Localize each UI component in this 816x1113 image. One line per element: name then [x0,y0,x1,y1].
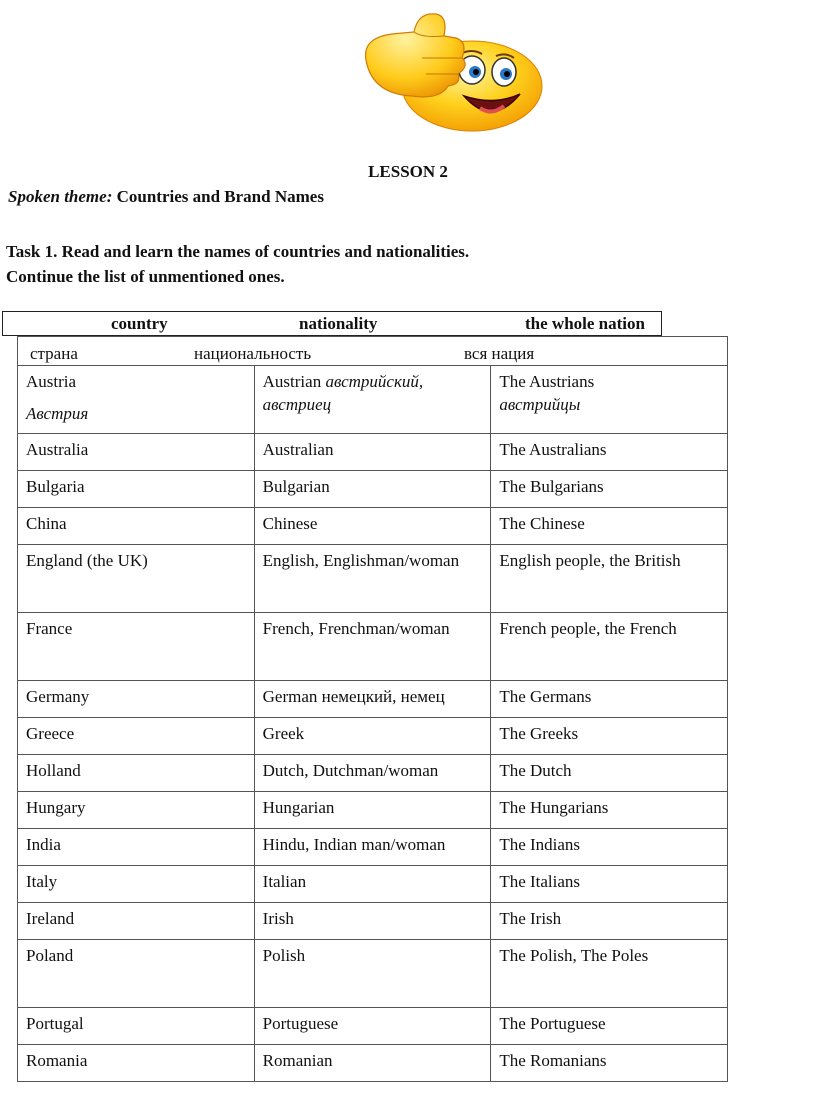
nation-cell: The Irish [491,903,728,940]
table-row [18,718,728,755]
header-nationality: nationality [299,314,378,333]
task-line-2: Continue the list of unmentioned ones. [6,267,285,286]
lesson-title: LESSON 2 [368,162,448,181]
nationality-cell: Italian [254,866,491,903]
country-cell: India [18,829,255,866]
header-ru-nation: вся нация [464,344,535,363]
russian-header-row [18,337,728,366]
nation-cell: The Bulgarians [491,471,728,508]
country-cell: Germany [18,681,255,718]
table-row [18,1008,728,1045]
country-cell: Greece [18,718,255,755]
nationality-cell: Romanian [254,1045,491,1082]
country-cell: China [18,508,255,545]
table-row [18,366,728,434]
country-cell: Bulgaria [18,471,255,508]
task-instructions [6,239,469,289]
table-row [18,829,728,866]
country-cell: Holland [18,755,255,792]
country-cell: Australia [18,434,255,471]
table-row [18,940,728,1008]
table-row [18,471,728,508]
country-cell: Austria Австрия [18,366,255,434]
header-whole-nation: the whole nation [525,314,645,333]
country-cell: Portugal [18,1008,255,1045]
nation-cell: The Portuguese [491,1008,728,1045]
table-row [18,755,728,792]
country-cell: Ireland [18,903,255,940]
nationality-cell: Austrian австрийский, австриец [254,366,491,434]
nationality-cell: French, Frenchman/woman [254,613,491,681]
english-header [2,311,662,336]
task-line-1: Task 1. Read and learn the names of countries and nationalities. [6,242,470,261]
nationality-cell: Hindu, Indian man/woman [254,829,491,866]
nationality-cell: Greek [254,718,491,755]
nation-cell: English people, the British [491,545,728,613]
nation-cell: The Austrians австрийцы [491,366,728,434]
nation-cell: The Australians [491,434,728,471]
table-row [18,508,728,545]
nationality-cell: Chinese [254,508,491,545]
country-cell: England (the UK) [18,545,255,613]
nation-cell: The Hungarians [491,792,728,829]
nationality-cell: German немецкий, немец [254,681,491,718]
nation-cell: The Romanians [491,1045,728,1082]
country-cell: France [18,613,255,681]
country-cell: Italy [18,866,255,903]
table-row [18,1045,728,1082]
header-ru-country: страна [30,344,78,363]
country-cell: Romania [18,1045,255,1082]
nation-cell: French people, the French [491,613,728,681]
header-ru-nationality: национальность [194,344,312,363]
nation-cell: The Italians [491,866,728,903]
nationality-cell: Polish [254,940,491,1008]
nation-cell: The Polish, The Poles [491,940,728,1008]
countries-table [17,336,728,1082]
table-row [18,792,728,829]
thumbs-up-smiley-icon [352,8,548,132]
nationality-cell: Hungarian [254,792,491,829]
table-row [18,613,728,681]
nation-cell: The Chinese [491,508,728,545]
theme-label: Spoken theme: [8,187,113,206]
nation-cell: The Greeks [491,718,728,755]
nationality-cell: Bulgarian [254,471,491,508]
nationality-cell: English, Englishman/woman [254,545,491,613]
theme-text: Countries and Brand Names [116,187,324,206]
nationality-cell: Portuguese [254,1008,491,1045]
nation-cell: The Indians [491,829,728,866]
table-row [18,903,728,940]
country-cell: Hungary [18,792,255,829]
table-row [18,866,728,903]
nationality-cell: Irish [254,903,491,940]
nationality-cell: Australian [254,434,491,471]
table-row [18,545,728,613]
nationality-cell: Dutch, Dutchman/woman [254,755,491,792]
nation-cell: The Germans [491,681,728,718]
header-country: country [111,314,168,333]
spoken-theme [8,187,324,207]
country-cell: Poland [18,940,255,1008]
nation-cell: The Dutch [491,755,728,792]
table-row [18,681,728,718]
table-row [18,434,728,471]
